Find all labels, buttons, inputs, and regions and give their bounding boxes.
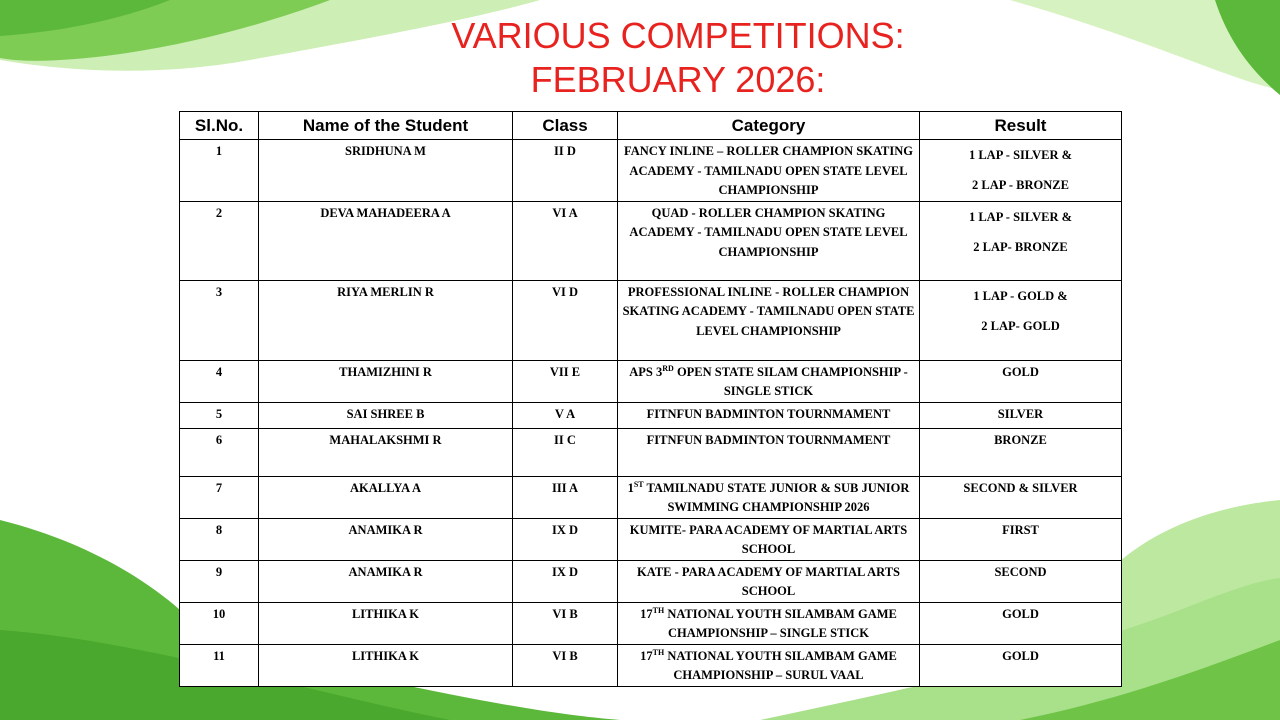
cell-class: VII E — [513, 360, 618, 402]
cell-class: IX D — [513, 518, 618, 560]
cell-sno: 2 — [180, 201, 259, 280]
header-result: Result — [920, 112, 1122, 140]
cell-name: LITHIKA K — [259, 602, 513, 644]
category-text: NATIONAL YOUTH SILAMBAM GAME CHAMPIONSHIP – SINGLE STICK — [664, 606, 897, 640]
cell-category: PROFESSIONAL INLINE - ROLLER CHAMPION SKATING ACADEMY - TAMILNADU OPEN STATE LEVEL CHAMPIONSHIP — [618, 280, 920, 360]
title-line-2: FEBRUARY 2026: — [530, 59, 826, 100]
cell-name: DEVA MAHADEERA A — [259, 201, 513, 280]
cell-result: GOLD — [920, 602, 1122, 644]
table-row — [180, 140, 1122, 202]
cell-name: RIYA MERLIN R — [259, 280, 513, 360]
cell-category: FANCY INLINE – ROLLER CHAMPION SKATING ACADEMY - TAMILNADU OPEN STATE LEVEL CHAMPIONSHIP — [618, 140, 920, 202]
cell-result — [920, 280, 1122, 360]
cell-name: ANAMIKA R — [259, 518, 513, 560]
category-text: NATIONAL YOUTH SILAMBAM GAME CHAMPIONSHIP – SURUL VAAL — [664, 648, 897, 682]
cell-category: KUMITE- PARA ACADEMY OF MARTIAL ARTS SCHOOL — [618, 518, 920, 560]
cell-class: IX D — [513, 560, 618, 602]
cell-name: LITHIKA K — [259, 644, 513, 686]
cell-result: SILVER — [920, 402, 1122, 428]
category-text: 17 — [640, 648, 653, 663]
cell-result — [920, 140, 1122, 202]
cell-name: SRIDHUNA M — [259, 140, 513, 202]
cell-category — [618, 360, 920, 402]
cell-sno: 5 — [180, 402, 259, 428]
cell-category: KATE - PARA ACADEMY OF MARTIAL ARTS SCHOOL — [618, 560, 920, 602]
cell-result — [920, 201, 1122, 280]
category-ordinal: TH — [652, 605, 665, 615]
header-name: Name of the Student — [259, 112, 513, 140]
table-row — [180, 644, 1122, 686]
cell-sno: 6 — [180, 428, 259, 476]
cell-class: VI D — [513, 280, 618, 360]
category-text: 1 — [627, 480, 634, 495]
category-ordinal: ST — [633, 479, 644, 489]
cell-class: II D — [513, 140, 618, 202]
title-line-1: VARIOUS COMPETITIONS: — [451, 15, 905, 56]
table-row — [180, 518, 1122, 560]
cell-class: VI B — [513, 644, 618, 686]
category-ordinal: RD — [662, 363, 674, 373]
category-text: APS 3 — [629, 364, 663, 379]
table-header-row — [180, 112, 1122, 140]
cell-class: VI B — [513, 602, 618, 644]
cell-sno: 10 — [180, 602, 259, 644]
cell-name: ANAMIKA R — [259, 560, 513, 602]
result-line-2: 2 LAP- GOLD — [981, 318, 1060, 333]
result-line-1: 1 LAP - GOLD & — [973, 288, 1068, 303]
table-row — [180, 602, 1122, 644]
cell-sno: 1 — [180, 140, 259, 202]
cell-sno: 4 — [180, 360, 259, 402]
category-text: 17 — [640, 606, 653, 621]
cell-category — [618, 476, 920, 518]
cell-category: FITNFUN BADMINTON TOURNMAMENT — [618, 402, 920, 428]
cell-category — [618, 602, 920, 644]
category-text: TAMILNADU STATE JUNIOR & SUB JUNIOR SWIMMING CHAMPIONSHIP 2026 — [643, 480, 910, 514]
table-row — [180, 201, 1122, 280]
page-title — [0, 14, 1280, 102]
table-row — [180, 402, 1122, 428]
cell-class: V A — [513, 402, 618, 428]
table-row — [180, 280, 1122, 360]
cell-sno: 9 — [180, 560, 259, 602]
cell-result: SECOND — [920, 560, 1122, 602]
cell-result: BRONZE — [920, 428, 1122, 476]
cell-name: THAMIZHINI R — [259, 360, 513, 402]
cell-result: FIRST — [920, 518, 1122, 560]
table-row — [180, 560, 1122, 602]
cell-class: VI A — [513, 201, 618, 280]
cell-result: GOLD — [920, 360, 1122, 402]
category-ordinal: TH — [652, 647, 665, 657]
result-line-2: 2 LAP- BRONZE — [973, 239, 1068, 254]
result-line-1: 1 LAP - SILVER & — [968, 148, 1073, 162]
cell-sno: 11 — [180, 644, 259, 686]
cell-category — [618, 644, 920, 686]
competitions-table-container — [179, 111, 1121, 687]
result-line-1: 1 LAP - SILVER & — [968, 209, 1073, 224]
header-category: Category — [618, 112, 920, 140]
cell-category: QUAD - ROLLER CHAMPION SKATING ACADEMY - TAMILNADU OPEN STATE LEVEL CHAMPIONSHIP — [618, 201, 920, 280]
competitions-table — [179, 111, 1122, 687]
category-text: OPEN STATE SILAM CHAMPIONSHIP - SINGLE STICK — [673, 364, 908, 398]
cell-category: FITNFUN BADMINTON TOURNMAMENT — [618, 428, 920, 476]
cell-class: III A — [513, 476, 618, 518]
result-line-2: 2 LAP - BRONZE — [972, 178, 1069, 192]
cell-result: SECOND & SILVER — [920, 476, 1122, 518]
cell-name: MAHALAKSHMI R — [259, 428, 513, 476]
cell-sno: 7 — [180, 476, 259, 518]
cell-class: II C — [513, 428, 618, 476]
header-sno: Sl.No. — [180, 112, 259, 140]
cell-name: AKALLYA A — [259, 476, 513, 518]
table-row — [180, 428, 1122, 476]
cell-name: SAI SHREE B — [259, 402, 513, 428]
table-row — [180, 476, 1122, 518]
header-class: Class — [513, 112, 618, 140]
cell-sno: 3 — [180, 280, 259, 360]
cell-sno: 8 — [180, 518, 259, 560]
table-row — [180, 360, 1122, 402]
cell-result: GOLD — [920, 644, 1122, 686]
